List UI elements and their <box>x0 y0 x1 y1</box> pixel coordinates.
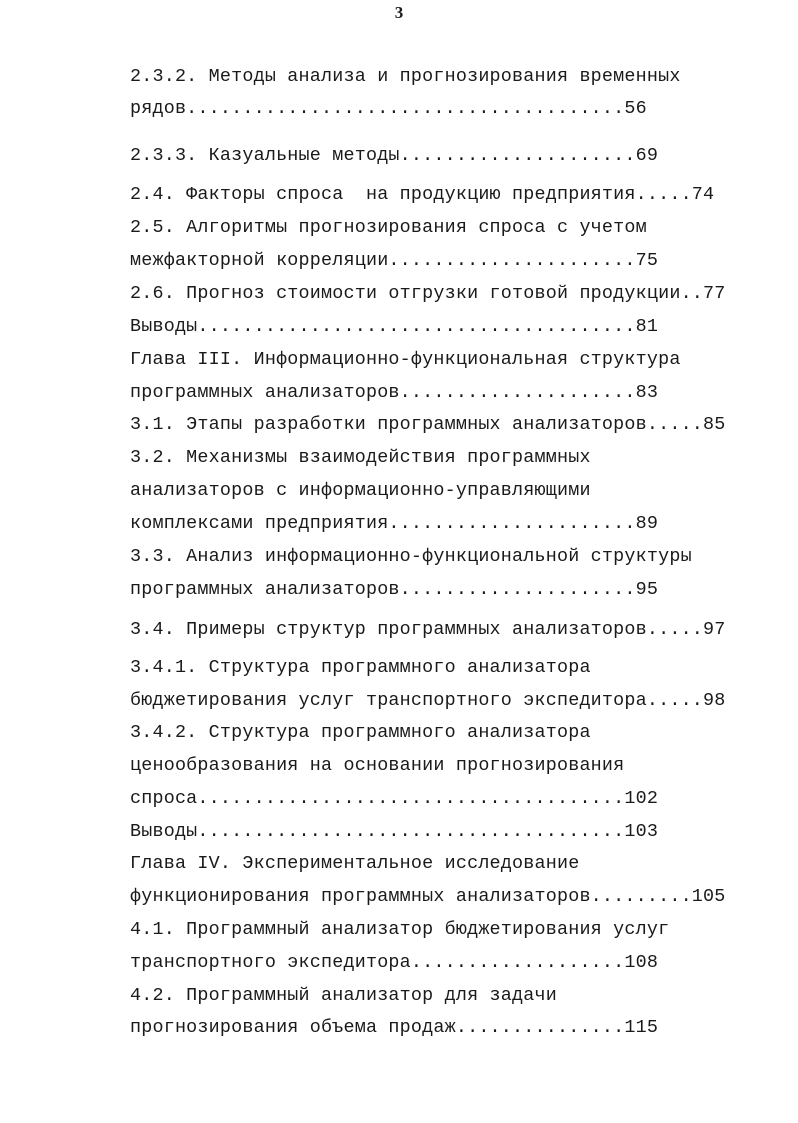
toc-entry: анализаторов с информационно-управляющими <box>130 480 591 501</box>
toc-entry: программных анализаторов.....................83 <box>130 382 659 403</box>
toc-entry: 3.4.2. Структура программного анализатора <box>130 722 591 743</box>
toc-entry: Глава III. Информационно-функциональная структура <box>130 349 681 370</box>
toc-entry: межфакторной корреляции......................75 <box>130 250 659 271</box>
toc-entry: Выводы.......................................81 <box>130 316 659 337</box>
toc-entry: 2.3.2. Методы анализа и прогнозирования временных <box>130 66 681 87</box>
toc-entry: рядов.......................................56 <box>130 98 647 119</box>
toc-entry: 2.3.3. Казуальные методы.....................69 <box>130 145 659 166</box>
toc-entry: 4.1. Программный анализатор бюджетирования услуг <box>130 919 670 940</box>
toc-entry: 3.4.1. Структура программного анализатора <box>130 657 591 678</box>
page-number: 3 <box>394 3 404 22</box>
toc-entry: функционирования программных анализаторов.........105 <box>130 886 726 907</box>
toc-entry: комплексами предприятия......................89 <box>130 513 659 534</box>
toc-entry: 3.2. Механизмы взаимодействия программных <box>130 447 591 468</box>
toc-entry: ценообразования на основании прогнозирования <box>130 755 625 776</box>
toc-entry: 3.4. Примеры структур программных анализаторов.....97 <box>130 619 726 640</box>
toc-entry: 4.2. Программный анализатор для задачи <box>130 985 557 1006</box>
toc-entry: 3.1. Этапы разработки программных анализаторов.....85 <box>130 414 726 435</box>
toc-entry: транспортного экспедитора...................108 <box>130 952 659 973</box>
toc-entry: бюджетирования услуг транспортного экспедитора.....98 <box>130 690 726 711</box>
toc-entry: Глава IV. Экспериментальное исследование <box>130 853 580 874</box>
toc-entry: программных анализаторов.....................95 <box>130 579 659 600</box>
toc-entry: 3.3. Анализ информационно-функциональной структуры <box>130 546 692 567</box>
toc-entry: 2.6. Прогноз стоимости отгрузки готовой продукции..77 <box>130 283 726 304</box>
toc-entry: 2.5. Алгоритмы прогнозирования спроса с учетом <box>130 217 647 238</box>
toc-entry: спроса......................................102 <box>130 788 659 809</box>
toc-entry: прогнозирования объема продаж...............115 <box>130 1017 659 1038</box>
toc-entry: 2.4. Факторы спроса на продукцию предприятия.....74 <box>130 184 715 205</box>
toc-entry: Выводы......................................103 <box>130 821 659 842</box>
